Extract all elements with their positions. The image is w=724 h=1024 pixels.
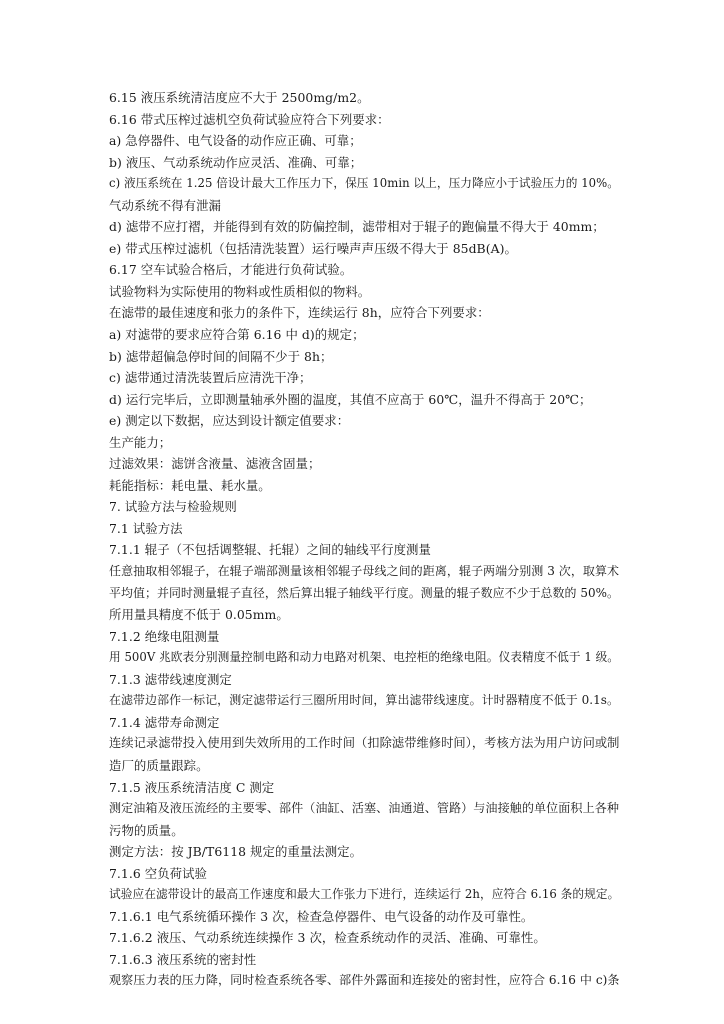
document-page	[109, 87, 619, 992]
text-line: 7.1.5 液压系统清洁度 C 测定	[109, 779, 275, 795]
text-line: 7.1.6 空负荷试验	[109, 865, 207, 881]
text-line: 气动系统不得有泄漏	[109, 197, 221, 213]
text-line: 7.1.2 绝缘电阻测量	[109, 628, 220, 644]
text-line: 6.17 空车试验合格后，才能进行负荷试验。	[109, 262, 353, 278]
text-line: 6.16 带式压榨过滤机空负荷试验应符合下列要求：	[109, 111, 390, 127]
text-line: 过滤效果：滤饼含液量、滤液含固量；	[109, 456, 321, 472]
text-line: d) 运行完毕后，立即测量轴承外圈的温度，其值不应高于 60℃，温升不得高于 20℃；	[109, 391, 592, 407]
text-line: 生产能力；	[109, 434, 172, 450]
text-line: 在滤带的最佳速度和张力的条件下，连续运行 8h，应符合下列要求：	[109, 305, 490, 321]
text-line: 观察压力表的压力降，同时检查系统各零、部件外露面和连接处的密封性，应符合 6.16 中 c)条	[109, 973, 620, 988]
text-line: 7.1.1 辊子（不包括调整辊、托辊）之间的轴线平行度测量	[109, 542, 431, 558]
text-line: 平均值；并同时测量辊子直径，然后算出辊子轴线平行度。测量的辊子数应不少于总数的 50%。	[109, 585, 620, 600]
text-line: 7.1 试验方法	[109, 520, 183, 536]
text-line: 任意抽取相邻辊子，在辊子端部测量该相邻辊子母线之间的距离，辊子两端分别测 3 次，取算术	[109, 564, 620, 579]
text-line: 6.15 液压系统清洁度应不大于 2500mg/m2。	[109, 90, 370, 105]
text-line: 测定方法：按 JB/T6118 规定的重量法测定。	[109, 844, 363, 860]
text-line: c) 滤带通过清洗装置后应清洗干净；	[109, 370, 312, 386]
text-line: 7.1.3 滤带线速度测定	[109, 671, 232, 687]
text-line: 试验物料为实际使用的物料或性质相似的物料。	[109, 283, 371, 299]
text-line: 7.1.4 滤带寿命测定	[109, 714, 220, 730]
text-line: 7. 试验方法与检验规则	[109, 499, 237, 515]
text-line: 耗能指标：耗电量、耗水量。	[109, 477, 271, 493]
text-line: 造厂的质量跟踪。	[109, 757, 209, 773]
text-line: 污物的质量。	[109, 822, 184, 838]
text-line: e) 带式压榨过滤机（包括清洗装置）运行噪声声压级不得大于 85dB(A)。	[109, 240, 517, 256]
text-line: a) 对滤带的要求应符合第 6.16 中 d)的规定；	[109, 327, 365, 343]
text-line: 连续记录滤带投入使用到失效所用的工作时间（扣除滤带维修时间），考核方法为用户访问或制	[109, 736, 620, 751]
text-line: 用 500V 兆欧表分别测量控制电路和动力电路对机架、电控柜的绝缘电阻。仪表精度不低于 1 级。	[109, 650, 619, 665]
text-line: 测定油箱及液压流经的主要零、部件（油缸、活塞、油通道、管路）与油接触的单位面积上各种	[109, 801, 619, 816]
text-line: 试验应在滤带设计的最高工作速度和最大工作张力下进行，连续运行 2h，应符合 6.16 条的规定。	[109, 887, 620, 902]
text-line: b) 滤带超偏急停时间的间隔不少于 8h；	[109, 348, 333, 364]
text-line: b) 液压、气动系统动作应灵活、准确、可靠；	[109, 154, 363, 170]
text-line: e) 测定以下数据，应达到设计额定值要求：	[109, 413, 350, 429]
text-line: c) 液压系统在 1.25 倍设计最大工作压力下，保压 10min 以上，压力降应小于试验压力的 10%。	[109, 176, 619, 191]
text-line: 7.1.6.1 电气系统循环操作 3 次，检查急停器件、电气设备的动作及可靠性。	[109, 908, 534, 924]
text-line: 在滤带边部作一标记，测定滤带运行三圈所用时间，算出滤带线速度。计时器精度不低于 0.1s。	[109, 693, 619, 708]
text-line: 所用量具精度不低于 0.05mm。	[109, 607, 289, 623]
text-line: 7.1.6.2 液压、气动系统连续操作 3 次，检查系统动作的灵活、准确、可靠性。	[109, 930, 546, 946]
text-line: a) 急停器件、电气设备的动作应正确、可靠；	[109, 133, 362, 149]
text-line: 7.1.6.3 液压系统的密封性	[109, 951, 257, 967]
text-line: d) 滤带不应打褶，并能得到有效的防偏控制，滤带相对于辊子的跑偏量不得大于 40mm；	[109, 219, 605, 235]
